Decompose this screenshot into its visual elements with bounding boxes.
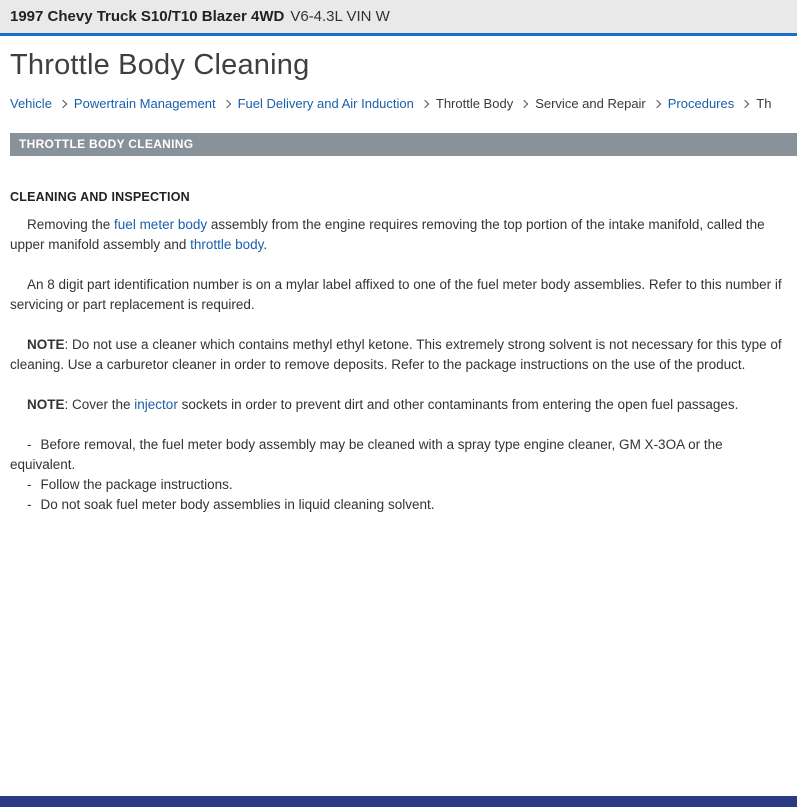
breadcrumb-item: Th [756, 96, 772, 111]
chevron-right-icon [653, 100, 661, 108]
page-title: Throttle Body Cleaning [10, 49, 310, 81]
text-segment: Removing the [27, 217, 115, 232]
text-segment: Follow the package instructions. [40, 477, 233, 492]
dash-marker: - [27, 497, 32, 512]
list-item [10, 475, 783, 495]
note-paragraph [10, 395, 783, 415]
article-body [10, 187, 783, 515]
inline-link[interactable]: fuel meter body [114, 217, 208, 232]
text-segment: : Do not use a cleaner which contains methyl ethyl ketone. This extremely strong solvent is not necessary for this type of cleaning. Use a carburetor cleaner in order to remove deposits. Refer to the package instructions on the use of the product. [10, 337, 782, 372]
text-segment: . [263, 237, 268, 252]
subsection-heading: CLEANING AND INSPECTION [10, 190, 190, 204]
dash-list [10, 435, 783, 515]
breadcrumb [10, 96, 783, 112]
chevron-right-icon [222, 100, 230, 108]
text-segment: assembly from the engine requires removing the top portion of the intake manifold, called the upper manifold assembly and [10, 217, 765, 252]
breadcrumb-item: Throttle Body [435, 96, 514, 111]
note-paragraph [10, 335, 783, 375]
chevron-right-icon [59, 100, 67, 108]
paragraph [10, 275, 783, 315]
dash-marker: - [27, 437, 32, 452]
section-header [10, 133, 797, 156]
text-segment: An 8 digit part identification number is on a mylar label affixed to one of the fuel meter body assemblies. Refer to this number if servicing or part replacement is required. [10, 277, 782, 312]
breadcrumb-item: Service and Repair [535, 96, 646, 111]
section-header-label: THROTTLE BODY CLEANING [19, 137, 194, 151]
list-item [10, 495, 783, 515]
dash-marker: - [27, 477, 32, 492]
breadcrumb-item[interactable]: Vehicle [10, 96, 52, 111]
vehicle-title: 1997 Chevy Truck S10/T10 Blazer 4WD [10, 8, 285, 25]
breadcrumb-item[interactable]: Fuel Delivery and Air Induction [237, 96, 414, 111]
text-segment: Before removal, the fuel meter body assembly may be cleaned with a spray type engine cleaner, GM X-3OA or the equivalent. [10, 437, 723, 472]
breadcrumb-item[interactable]: Powertrain Management [73, 96, 216, 111]
vehicle-variant: V6-4.3L VIN W [290, 8, 390, 25]
inline-link[interactable]: injector [134, 397, 178, 412]
text-segment: NOTE [27, 397, 65, 412]
text-segment: sockets in order to prevent dirt and other contaminants from entering the open fuel passages. [177, 397, 739, 412]
list-item [10, 435, 783, 475]
breadcrumb-item[interactable]: Procedures [667, 96, 735, 111]
vehicle-header [0, 0, 797, 36]
text-segment: Do not soak fuel meter body assemblies in liquid cleaning solvent. [40, 497, 435, 512]
chevron-right-icon [741, 100, 749, 108]
text-segment: : Cover the [64, 397, 135, 412]
paragraph [10, 215, 783, 255]
inline-link[interactable]: throttle body [190, 237, 264, 252]
text-segment: NOTE [27, 337, 65, 352]
chevron-right-icon [520, 100, 528, 108]
chevron-right-icon [421, 100, 429, 108]
main-content [0, 49, 797, 515]
bottom-bar [0, 796, 797, 807]
